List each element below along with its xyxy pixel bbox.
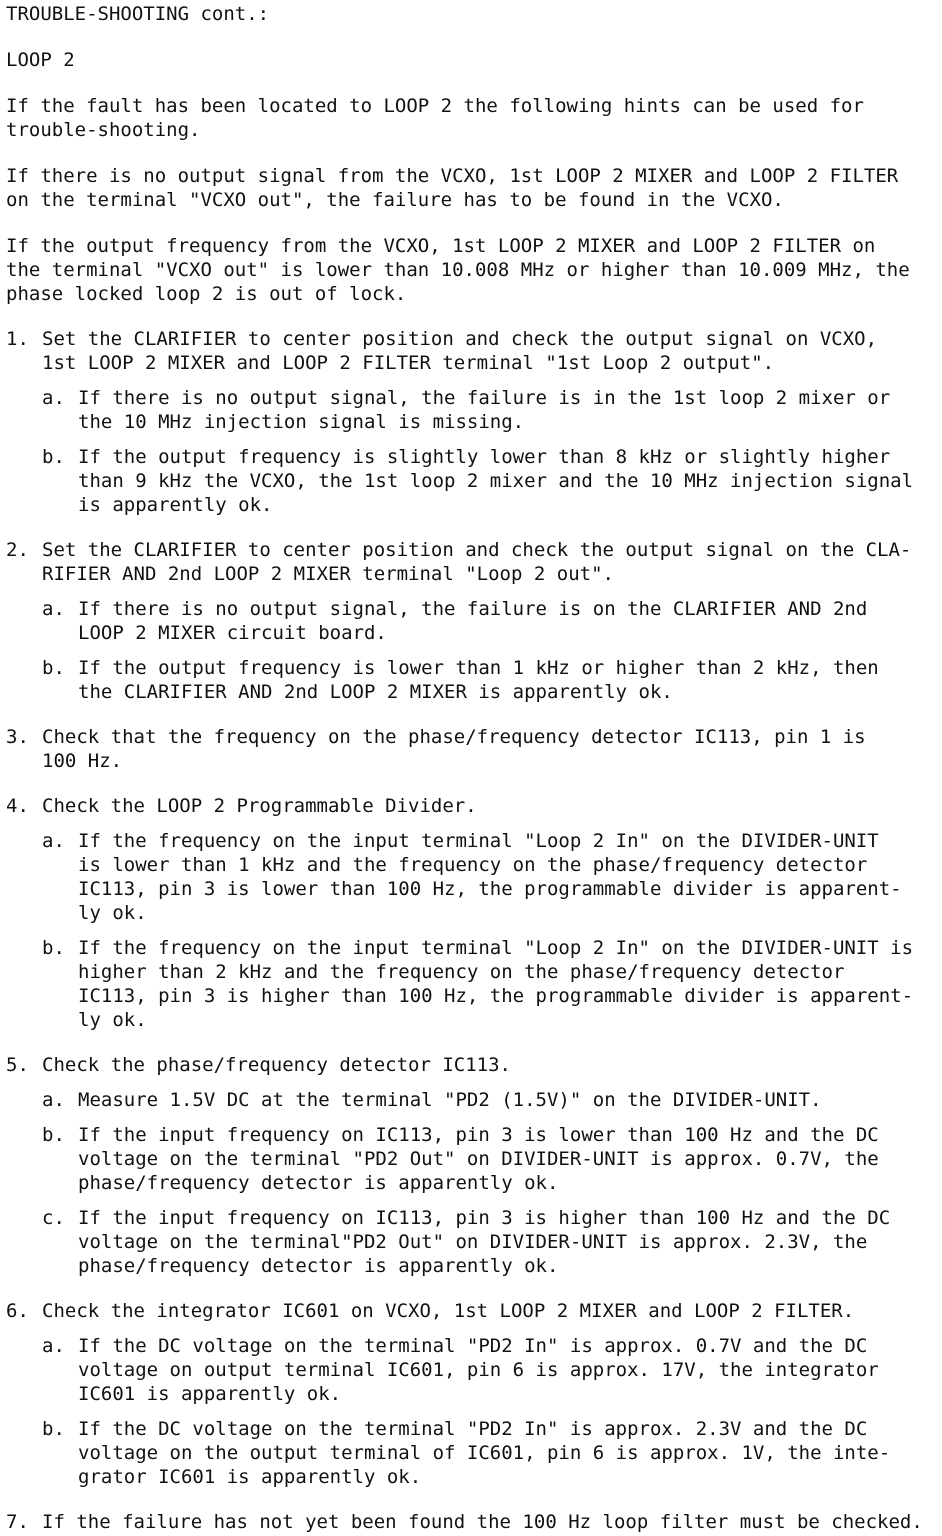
step-item-1 bbox=[6, 327, 934, 517]
sub-letter: a. bbox=[42, 1335, 65, 1357]
sub-item bbox=[42, 656, 934, 704]
step-number: 3. bbox=[6, 726, 29, 748]
sub-text: If the output frequency is lower than 1 kHz or higher than 2 kHz, then the CLARIFIER AND 2nd LOOP 2 MIXER is apparently ok. bbox=[78, 657, 879, 703]
page-heading: TROUBLE-SHOOTING cont.: bbox=[6, 3, 270, 25]
sub-letter: a. bbox=[42, 387, 65, 409]
document-page bbox=[6, 2, 934, 1534]
step-item-5 bbox=[6, 1053, 934, 1278]
step-text: If the failure has not yet been found the 100 Hz loop filter must be checked. bbox=[42, 1511, 923, 1533]
step-text: Set the CLARIFIER to center position and check the output signal on VCXO, 1st LOOP 2 MIXER and LOOP 2 FILTER terminal "1st Loop 2 output". bbox=[42, 328, 878, 374]
step-text: Check the LOOP 2 Programmable Divider. bbox=[42, 795, 477, 817]
sub-item bbox=[42, 936, 934, 1032]
sub-letter: b. bbox=[42, 937, 65, 959]
step-number: 6. bbox=[6, 1300, 29, 1322]
step-number: 5. bbox=[6, 1054, 29, 1076]
step-number: 2. bbox=[6, 539, 29, 561]
sub-item bbox=[42, 1123, 934, 1195]
step-number: 4. bbox=[6, 795, 29, 817]
sub-text: If the frequency on the input terminal "Loop 2 In" on the DIVIDER-UNIT is lower than 1 kHz and the frequency on the phase/frequency detector IC113, pin 3 is lower than 100 Hz, the programmable divider is apparent- ly ok. bbox=[78, 830, 902, 924]
sub-letter: b. bbox=[42, 1418, 65, 1440]
sub-text: If there is no output signal, the failure is on the CLARIFIER AND 2nd LOOP 2 MIXER circuit board. bbox=[78, 598, 868, 644]
sub-letter: b. bbox=[42, 446, 65, 468]
steps-list bbox=[6, 327, 934, 1534]
sub-text: If the input frequency on IC113, pin 3 is higher than 100 Hz and the DC voltage on the terminal"PD2 Out" on DIVIDER-UNIT is approx. 2.3V, the phase/frequency detector is apparently ok. bbox=[78, 1207, 891, 1277]
sub-item bbox=[42, 1088, 934, 1112]
sub-text: If the DC voltage on the terminal "PD2 In" is approx. 0.7V and the DC voltage on output terminal IC601, pin 6 is approx. 17V, the integrator IC601 is apparently ok. bbox=[78, 1335, 879, 1405]
sub-letter: b. bbox=[42, 657, 65, 679]
step-item-2 bbox=[6, 538, 934, 704]
sub-letter: b. bbox=[42, 1124, 65, 1146]
intro-paragraph: If the fault has been located to LOOP 2 the following hints can be used for trouble-shooting. bbox=[6, 95, 864, 141]
sub-text: If there is no output signal, the failure is in the 1st loop 2 mixer or the 10 MHz injection signal is missing. bbox=[78, 387, 891, 433]
intro-section bbox=[6, 94, 934, 306]
sub-text: If the frequency on the input terminal "Loop 2 In" on the DIVIDER-UNIT is higher than 2 kHz and the frequency on the phase/frequency detector IC113, pin 3 is higher than 100 Hz, the programmable divider is apparent- ly ok. bbox=[78, 937, 914, 1031]
step-text: Check that the frequency on the phase/frequency detector IC113, pin 1 is 100 Hz. bbox=[42, 726, 866, 772]
step-number: 1. bbox=[6, 328, 29, 350]
sub-text: If the output frequency is slightly lower than 8 kHz or slightly higher than 9 kHz the VCXO, the 1st loop 2 mixer and the 10 MHz injection signal is apparently ok. bbox=[78, 446, 914, 516]
sub-item bbox=[42, 597, 934, 645]
sub-letter: a. bbox=[42, 1089, 65, 1111]
step-item-7 bbox=[6, 1510, 934, 1534]
intro-paragraph: If there is no output signal from the VCXO, 1st LOOP 2 MIXER and LOOP 2 FILTER on the terminal "VCXO out", the failure has to be found in the VCXO. bbox=[6, 165, 899, 211]
step-item-3 bbox=[6, 725, 934, 773]
sub-letter: a. bbox=[42, 598, 65, 620]
sub-item bbox=[42, 1334, 934, 1406]
step-number: 7. bbox=[6, 1511, 29, 1533]
step-text: Set the CLARIFIER to center position and check the output signal on the CLA- RIFIER AND 2nd LOOP 2 MIXER terminal "Loop 2 out". bbox=[42, 539, 912, 585]
sub-letter: c. bbox=[42, 1207, 65, 1229]
sub-text: If the DC voltage on the terminal "PD2 In" is approx. 2.3V and the DC voltage on the output terminal of IC601, pin 6 is approx. 1V, the inte- grator IC601 is apparently ok. bbox=[78, 1418, 891, 1488]
sub-item bbox=[42, 386, 934, 434]
sub-item bbox=[42, 1206, 934, 1278]
sub-text: Measure 1.5V DC at the terminal "PD2 (1.5V)" on the DIVIDER-UNIT. bbox=[78, 1089, 822, 1111]
section-title: LOOP 2 bbox=[6, 49, 75, 71]
step-item-6 bbox=[6, 1299, 934, 1489]
step-text: Check the phase/frequency detector IC113. bbox=[42, 1054, 511, 1076]
step-item-4 bbox=[6, 794, 934, 1032]
sub-item bbox=[42, 445, 934, 517]
sub-letter: a. bbox=[42, 830, 65, 852]
step-text: Check the integrator IC601 on VCXO, 1st LOOP 2 MIXER and LOOP 2 FILTER. bbox=[42, 1300, 855, 1322]
sub-text: If the input frequency on IC113, pin 3 is lower than 100 Hz and the DC voltage on the terminal "PD2 Out" on DIVIDER-UNIT is approx. 0.7V, the phase/frequency detector is apparently ok. bbox=[78, 1124, 879, 1194]
sub-item bbox=[42, 829, 934, 925]
sub-item bbox=[42, 1417, 934, 1489]
intro-paragraph: If the output frequency from the VCXO, 1st LOOP 2 MIXER and LOOP 2 FILTER on the terminal "VCXO out" is lower than 10.008 MHz or higher than 10.009 MHz, the phase locked loop 2 is out of lock. bbox=[6, 235, 910, 305]
